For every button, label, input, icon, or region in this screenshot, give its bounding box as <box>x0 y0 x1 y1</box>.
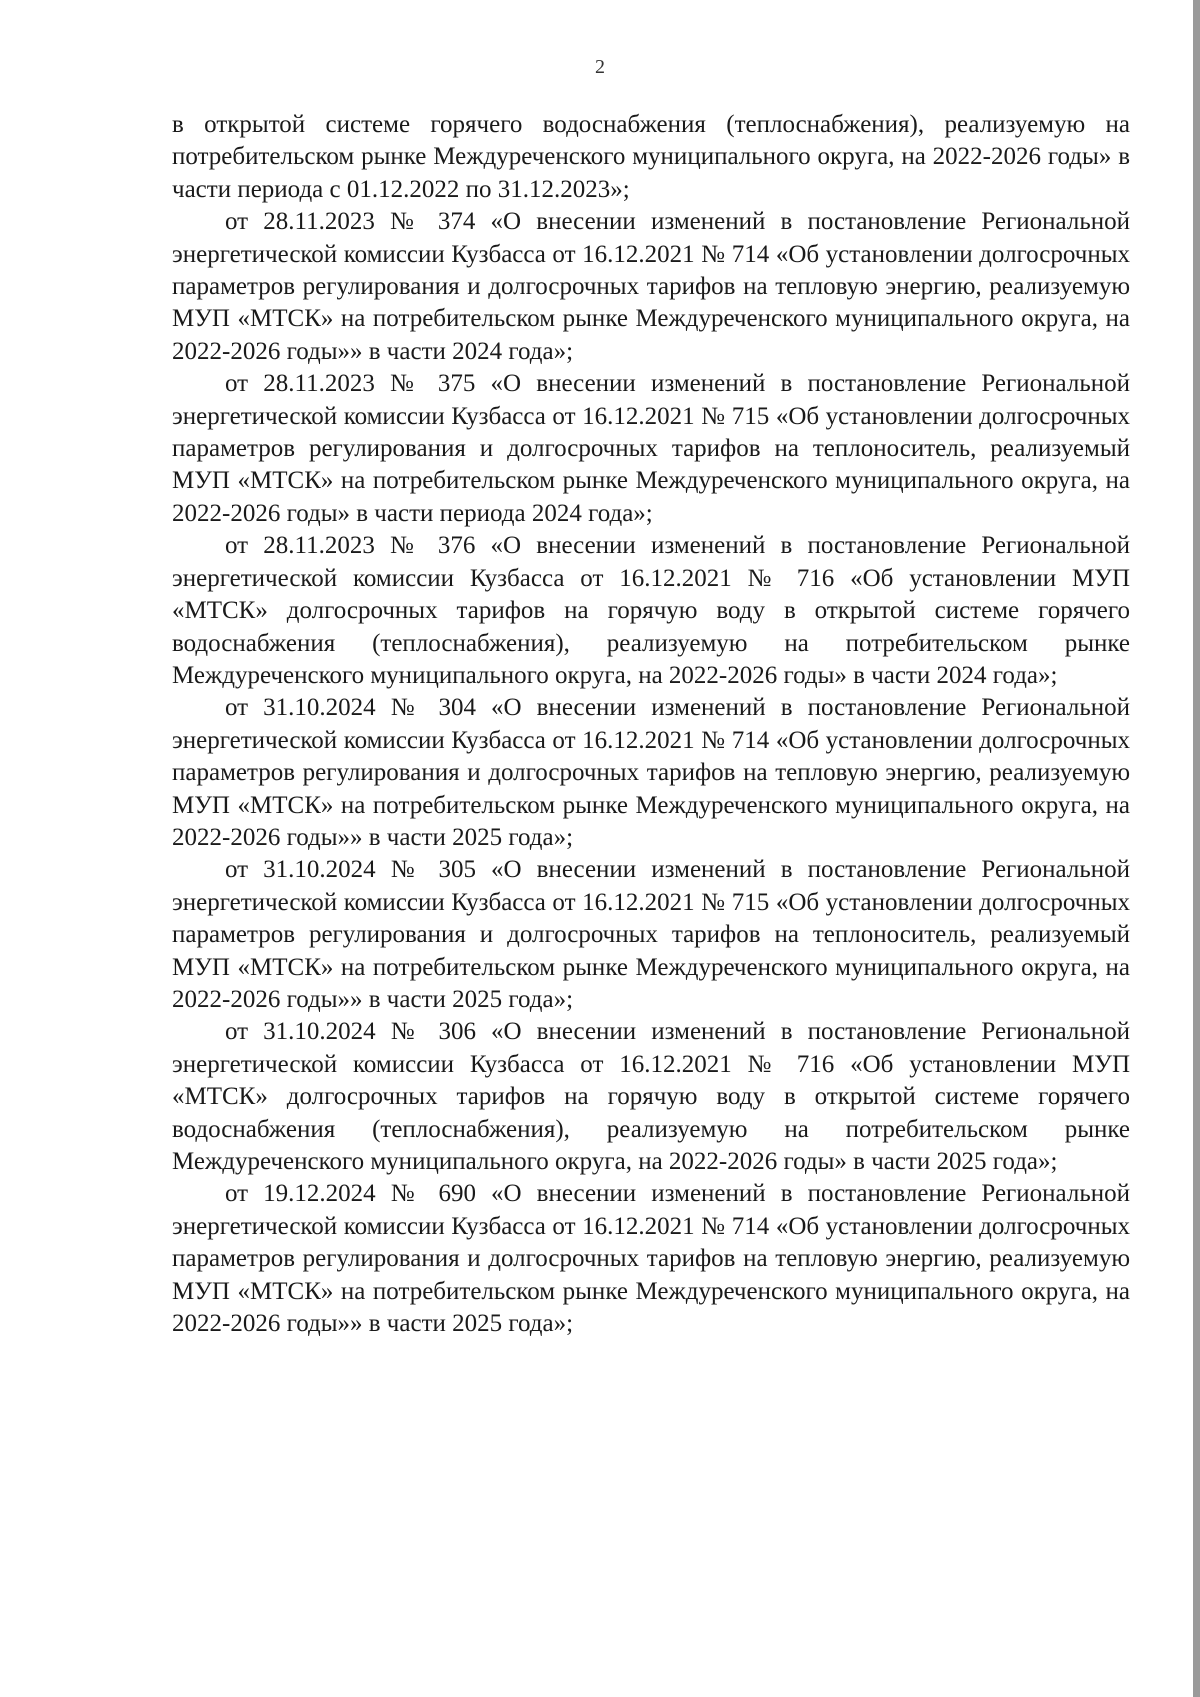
document-body <box>172 109 1130 1340</box>
list-item-resolution-306: от 31.10.2024 № 306 «О внесении изменений в постановление Региональной энергетической комиссии Кузбасса от 16.12.2021 № 716 «Об установлении МУП «МТСК» долгосрочных тарифов на горячую воду в открытой системе горячего водоснабжения (теплоснабжения), реализуемую на потребительском рынке Междуреченского муниципального округа, на 2022-2026 годы» в части 2025 года»; <box>172 1018 1130 1175</box>
list-item-resolution-375: от 28.11.2023 № 375 «О внесении изменений в постановление Региональной энергетической комиссии Кузбасса от 16.12.2021 № 715 «Об установлении долгосрочных параметров регулирования и долгосрочных тарифов на теплоноситель, реализуемый МУП «МТСК» на потребительском рынке Междуреченского муниципального округа, на 2022-2026 годы» в части периода 2024 года»; <box>172 370 1130 527</box>
scan-edge-shadow <box>1193 0 1200 1697</box>
page-number: 2 <box>595 56 605 78</box>
list-item-resolution-374: от 28.11.2023 № 374 «О внесении изменений в постановление Региональной энергетической комиссии Кузбасса от 16.12.2021 № 714 «Об установлении долгосрочных параметров регулирования и долгосрочных тарифов на тепловую энергию, реализуемую МУП «МТСК» на потребительском рынке Междуреченского муниципального округа, на 2022-2026 годы»» в части 2024 года»; <box>172 208 1130 365</box>
list-item-resolution-304: от 31.10.2024 № 304 «О внесении изменений в постановление Региональной энергетической комиссии Кузбасса от 16.12.2021 № 714 «Об установлении долгосрочных параметров регулирования и долгосрочных тарифов на тепловую энергию, реализуемую МУП «МТСК» на потребительском рынке Междуреченского муниципального округа, на 2022-2026 годы»» в части 2025 года»; <box>172 694 1130 851</box>
list-item-resolution-305: от 31.10.2024 № 305 «О внесении изменений в постановление Региональной энергетической комиссии Кузбасса от 16.12.2021 № 715 «Об установлении долгосрочных параметров регулирования и долгосрочных тарифов на теплоноситель, реализуемый МУП «МТСК» на потребительском рынке Междуреченского муниципального округа, на 2022-2026 годы»» в части 2025 года»; <box>172 856 1130 1013</box>
list-item-resolution-690: от 19.12.2024 № 690 «О внесении изменений в постановление Региональной энергетической комиссии Кузбасса от 16.12.2021 № 714 «Об установлении долгосрочных параметров регулирования и долгосрочных тарифов на тепловую энергию, реализуемую МУП «МТСК» на потребительском рынке Междуреченского муниципального округа, на 2022-2026 годы»» в части 2025 года»; <box>172 1180 1130 1338</box>
list-item-resolution-376: от 28.11.2023 № 376 «О внесении изменений в постановление Региональной энергетической комиссии Кузбасса от 16.12.2021 № 716 «Об установлении МУП «МТСК» долгосрочных тарифов на горячую воду в открытой системе горячего водоснабжения (теплоснабжения), реализуемую на потребительском рынке Междуреченского муниципального округа, на 2022-2026 годы» в части 2024 года»; <box>172 532 1130 689</box>
paragraph-continuation: в открытой системе горячего водоснабжения (теплоснабжения), реализуемую на потребительском рынке Междуреченского муниципального округа, на 2022-2026 годы» в части периода с 01.12.2022 по 31.12.2023»; <box>172 111 1130 203</box>
